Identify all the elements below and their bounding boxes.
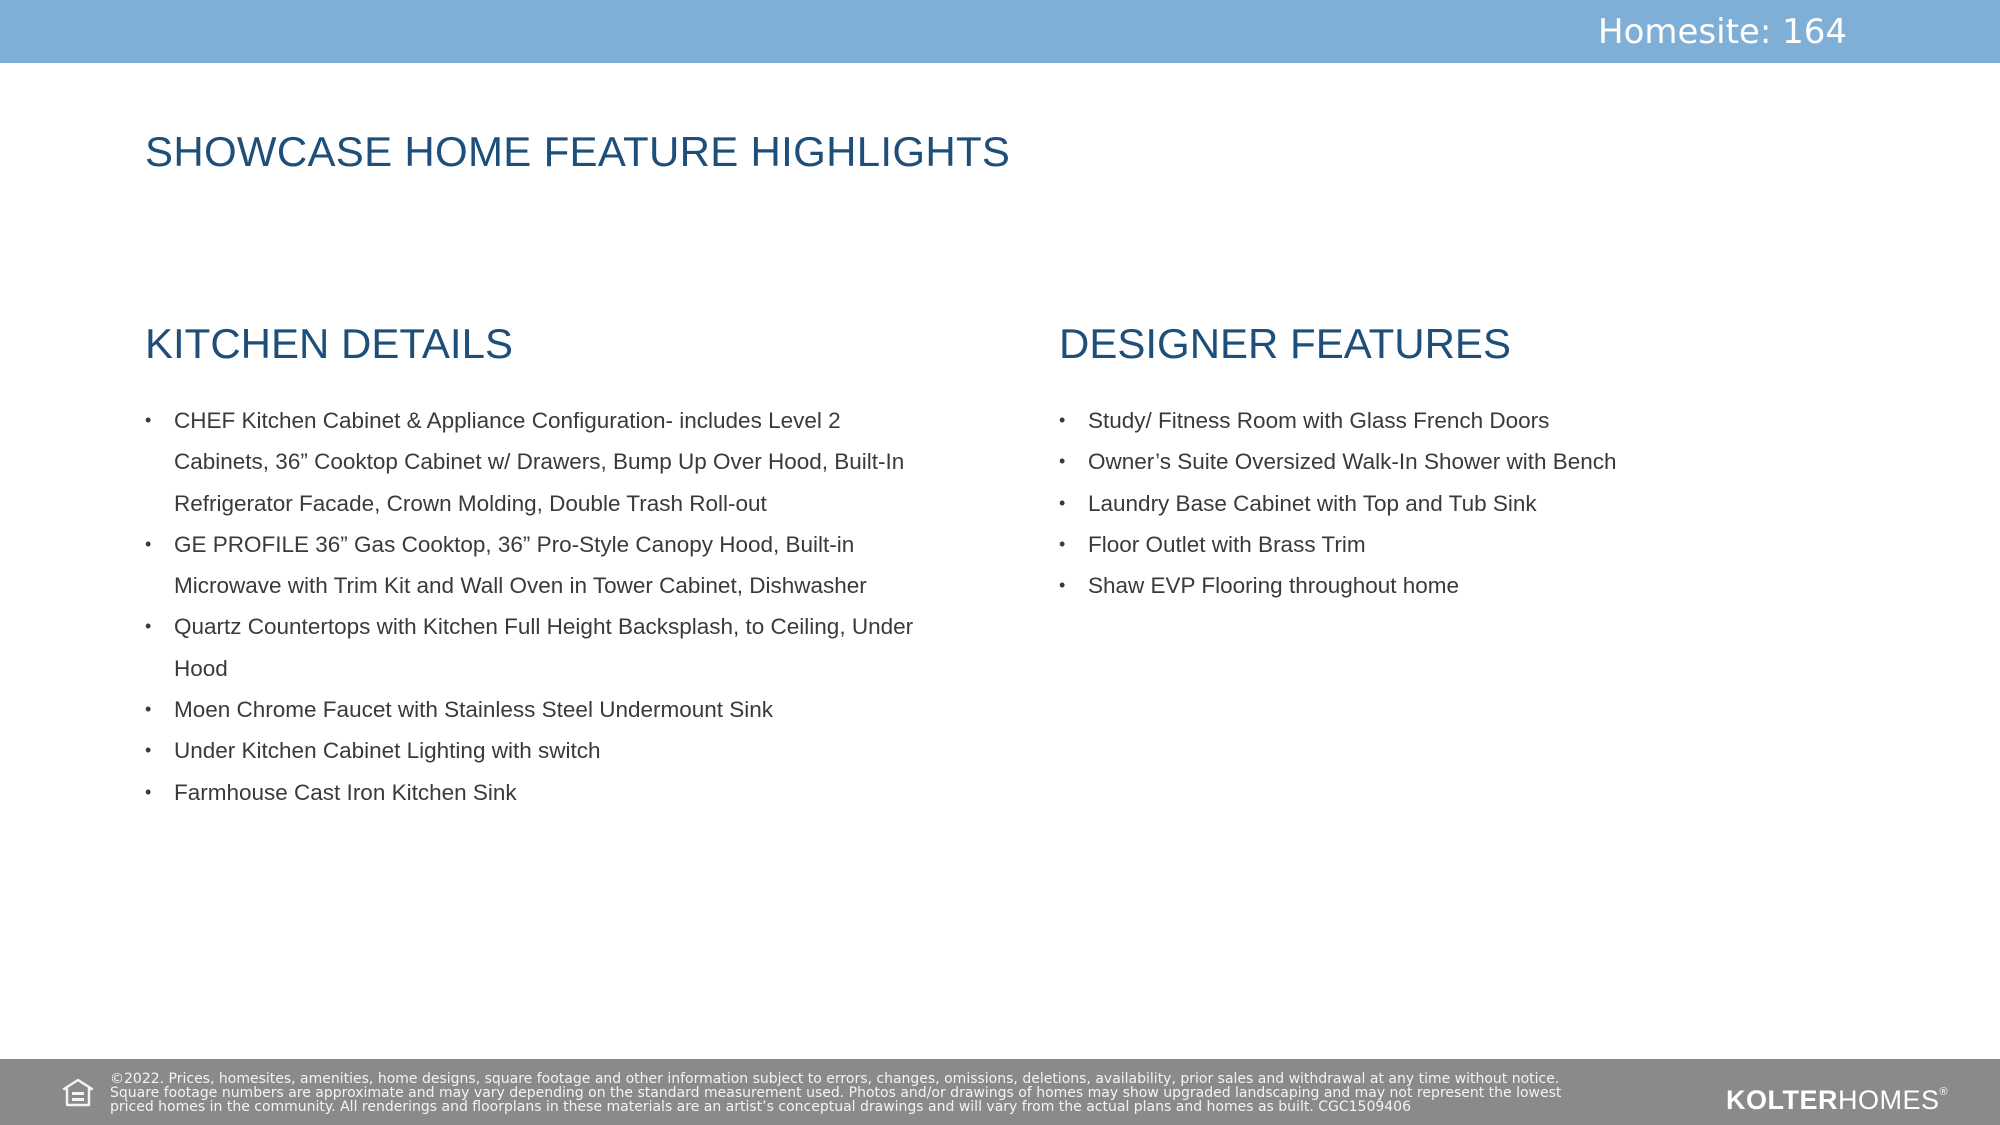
list-item: • Moen Chrome Faucet with Stainless Steel Undermount Sink xyxy=(145,689,925,730)
logo-light-text: HOMES xyxy=(1838,1085,1940,1115)
list-item: • Quartz Countertops with Kitchen Full Height Backsplash, to Ceiling, Under Hood xyxy=(145,606,925,689)
kitchen-details-heading: KITCHEN DETAILS xyxy=(145,320,513,367)
registered-mark: ® xyxy=(1939,1086,1949,1098)
kitchen-details-list xyxy=(145,400,925,813)
list-item: • Floor Outlet with Brass Trim xyxy=(1059,524,1859,565)
disclaimer-line: ©2022. Prices, homesites, amenities, home designs, square footage and other information subject to errors, changes, omissions, deletions, availability, prior sales and withdrawal at any time without notice. xyxy=(110,1071,1560,1087)
designer-features-heading: DESIGNER FEATURES xyxy=(1059,320,1511,367)
disclaimer-line: priced homes in the community. All renderings and floorplans in these materials are an artist’s conceptual drawings and will vary from the actual plans and homes as built. CGC1509406 xyxy=(110,1099,1411,1115)
page-title: SHOWCASE HOME FEATURE HIGHLIGHTS xyxy=(145,128,1011,175)
list-item: • Under Kitchen Cabinet Lighting with switch xyxy=(145,730,925,771)
homesite-number: Homesite: 164 xyxy=(1598,12,1847,52)
kolter-homes-logo xyxy=(1726,1075,1948,1117)
list-item: • Farmhouse Cast Iron Kitchen Sink xyxy=(145,772,925,813)
logo-strong-text: KOLTER xyxy=(1726,1085,1838,1115)
legal-disclaimer xyxy=(110,1072,1710,1114)
list-item: • GE PROFILE 36” Gas Cooktop, 36” Pro-Style Canopy Hood, Built-in Microwave with Trim Kit and Wall Oven in Tower Cabinet, Dishwasher xyxy=(145,524,925,607)
equal-housing-opportunity-icon xyxy=(62,1078,94,1108)
disclaimer-line: Square footage numbers are approximate and may vary depending on the standard measurement used. Photos and/or drawings of homes may show upgraded landscaping and may not represent the lowest xyxy=(110,1085,1562,1101)
list-item: • Shaw EVP Flooring throughout home xyxy=(1059,565,1859,606)
list-item: • CHEF Kitchen Cabinet & Appliance Configuration- includes Level 2 Cabinets, 36” Cooktop Cabinet w/ Drawers, Bump Up Over Hood, Built-In Refrigerator Facade, Crown Molding, Double Trash Roll-out xyxy=(145,400,925,524)
designer-features-list xyxy=(1059,400,1859,606)
list-item: • Study/ Fitness Room with Glass French Doors xyxy=(1059,400,1859,441)
list-item: • Owner’s Suite Oversized Walk-In Shower with Bench xyxy=(1059,441,1859,482)
list-item: • Laundry Base Cabinet with Top and Tub Sink xyxy=(1059,483,1859,524)
footer-bar xyxy=(0,1059,2000,1125)
header-bar xyxy=(0,0,2000,63)
